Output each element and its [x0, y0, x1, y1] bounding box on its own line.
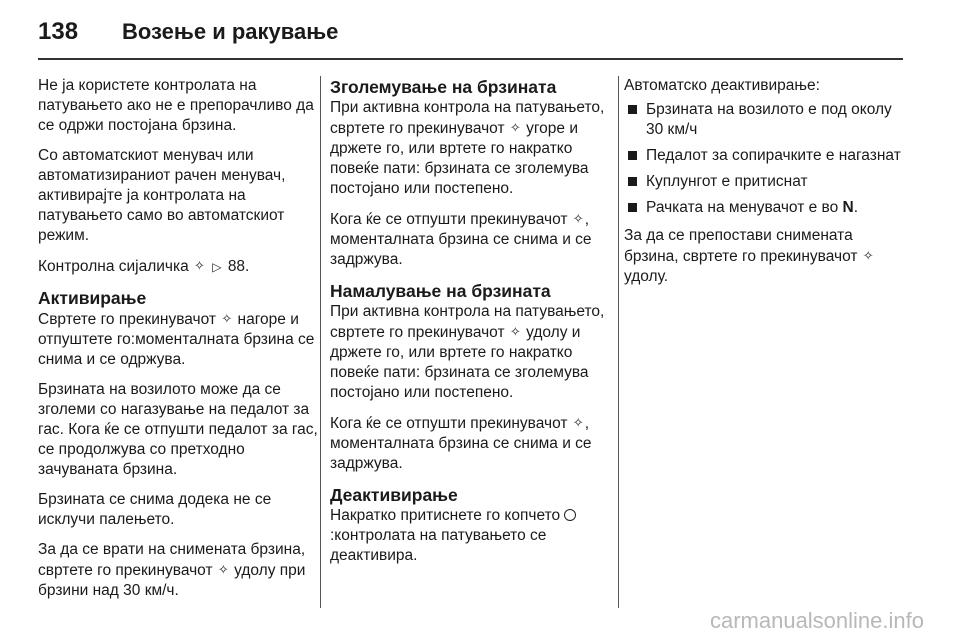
column-3 [624, 76, 906, 297]
speed-down-switch-icon: ✧ [217, 562, 229, 577]
paragraph [38, 256, 318, 277]
text: При активна контрола на патувањето, свртете го прекинувачот [330, 303, 605, 341]
text: . [853, 199, 859, 216]
text: , моменталната брзина се снима и се задржува. [330, 211, 592, 268]
text: нагоре и отпуштете го:моменталната брзина се снима и се одржува. [38, 311, 315, 368]
text: :контролата на патувањето се деактивира. [330, 527, 547, 564]
page-ref-arrow-icon: ▷ [212, 260, 222, 274]
text: , моменталната брзина се снима и се задржува. [330, 415, 592, 472]
text: удолу. [624, 268, 669, 285]
paragraph [330, 98, 612, 199]
page-number: 138 [38, 18, 79, 45]
paragraph [330, 302, 612, 403]
column-divider-1 [320, 76, 321, 608]
paragraph: Со автоматскиот менувач или автоматизираниот рачен менувач, активирајте ја контролата на патувањето само во автоматскиот режим. [38, 147, 286, 244]
paragraph: Автоматско деактивирање: [624, 77, 820, 94]
text: Рачката на менувачот е во [646, 199, 839, 216]
text: угоре и држете го, или вртете го накратко повеќе пати: брзината се зголемува постојано или постепено. [330, 120, 589, 197]
paragraph: Брзината на возилото може да се зголеми со нагазување на педалот за гас. Кога ќе се отпушти педалот за гас, се продолжува со претходно зачуваната брзина. [38, 381, 318, 478]
paragraph [330, 506, 612, 566]
heading-deactivation: Деактивирање [330, 485, 458, 505]
list-item: Педалот за сопирачките е нагазнат [624, 146, 906, 166]
text: Контролна сијаличка [38, 258, 189, 275]
cruise-control-icon: ✧ [194, 258, 205, 273]
text: Кога ќе се отпушти прекинувачот [330, 211, 568, 228]
speed-down-switch-icon: ✧ [509, 324, 521, 339]
page-ref: 88. [227, 258, 250, 275]
speed-up-switch-icon: ✧ [221, 311, 233, 326]
paragraph [330, 209, 612, 270]
paragraph: Не ја користете контролата на патувањето ако не е препорачливо да се одржи постојана брзина. [38, 77, 314, 134]
text: удолу и држете го, или вртете го накратко повеќе пати: брзината се зголемува постојано или постепено. [330, 324, 589, 401]
text: Кога ќе се отпушти прекинувачот [330, 415, 568, 432]
watermark: carmanualsonline.info [709, 608, 924, 633]
column-1 [38, 76, 318, 611]
heading-decrease-speed: Намалување на брзината [330, 281, 551, 301]
list-item [624, 198, 906, 218]
speed-down-switch-icon: ✧ [862, 248, 874, 263]
list-item: Брзината на возилото е под околу 30 км/ч [624, 100, 906, 140]
heading-increase-speed: Зголемување на брзината [330, 77, 557, 97]
text: За да се врати на снимената брзина, свртете го прекинувачот [38, 541, 306, 579]
text: Накратко притиснете го копчето [330, 507, 561, 524]
bullet-list [624, 100, 906, 218]
text: удолу при брзини над 30 км/ч. [38, 562, 306, 599]
cancel-button-icon [564, 509, 576, 521]
paragraph [38, 309, 318, 370]
paragraph [38, 540, 318, 601]
header-rule [38, 58, 903, 60]
text: При активна контрола на патувањето, свртете го прекинувачот [330, 99, 605, 137]
chapter-title: Возење и ракување [122, 19, 339, 44]
gear-position: N [842, 199, 854, 216]
heading-activation: Активирање [38, 288, 147, 308]
text: Свртете го прекинувачот [38, 311, 217, 328]
speed-up-switch-icon: ✧ [509, 120, 521, 135]
paragraph [330, 413, 612, 474]
column-divider-2 [618, 76, 619, 608]
speed-up-switch-icon: ✧ [572, 211, 584, 226]
paragraph: Брзината се снима додека не се исклучи палењето. [38, 491, 272, 528]
text: За да се препостави снимената брзина, свртете го прекинувачот [624, 227, 858, 265]
page-header [38, 12, 338, 52]
paragraph [624, 226, 906, 287]
column-2 [330, 76, 612, 576]
list-item: Куплунгот е притиснат [624, 172, 906, 192]
speed-down-switch-icon: ✧ [572, 415, 584, 430]
